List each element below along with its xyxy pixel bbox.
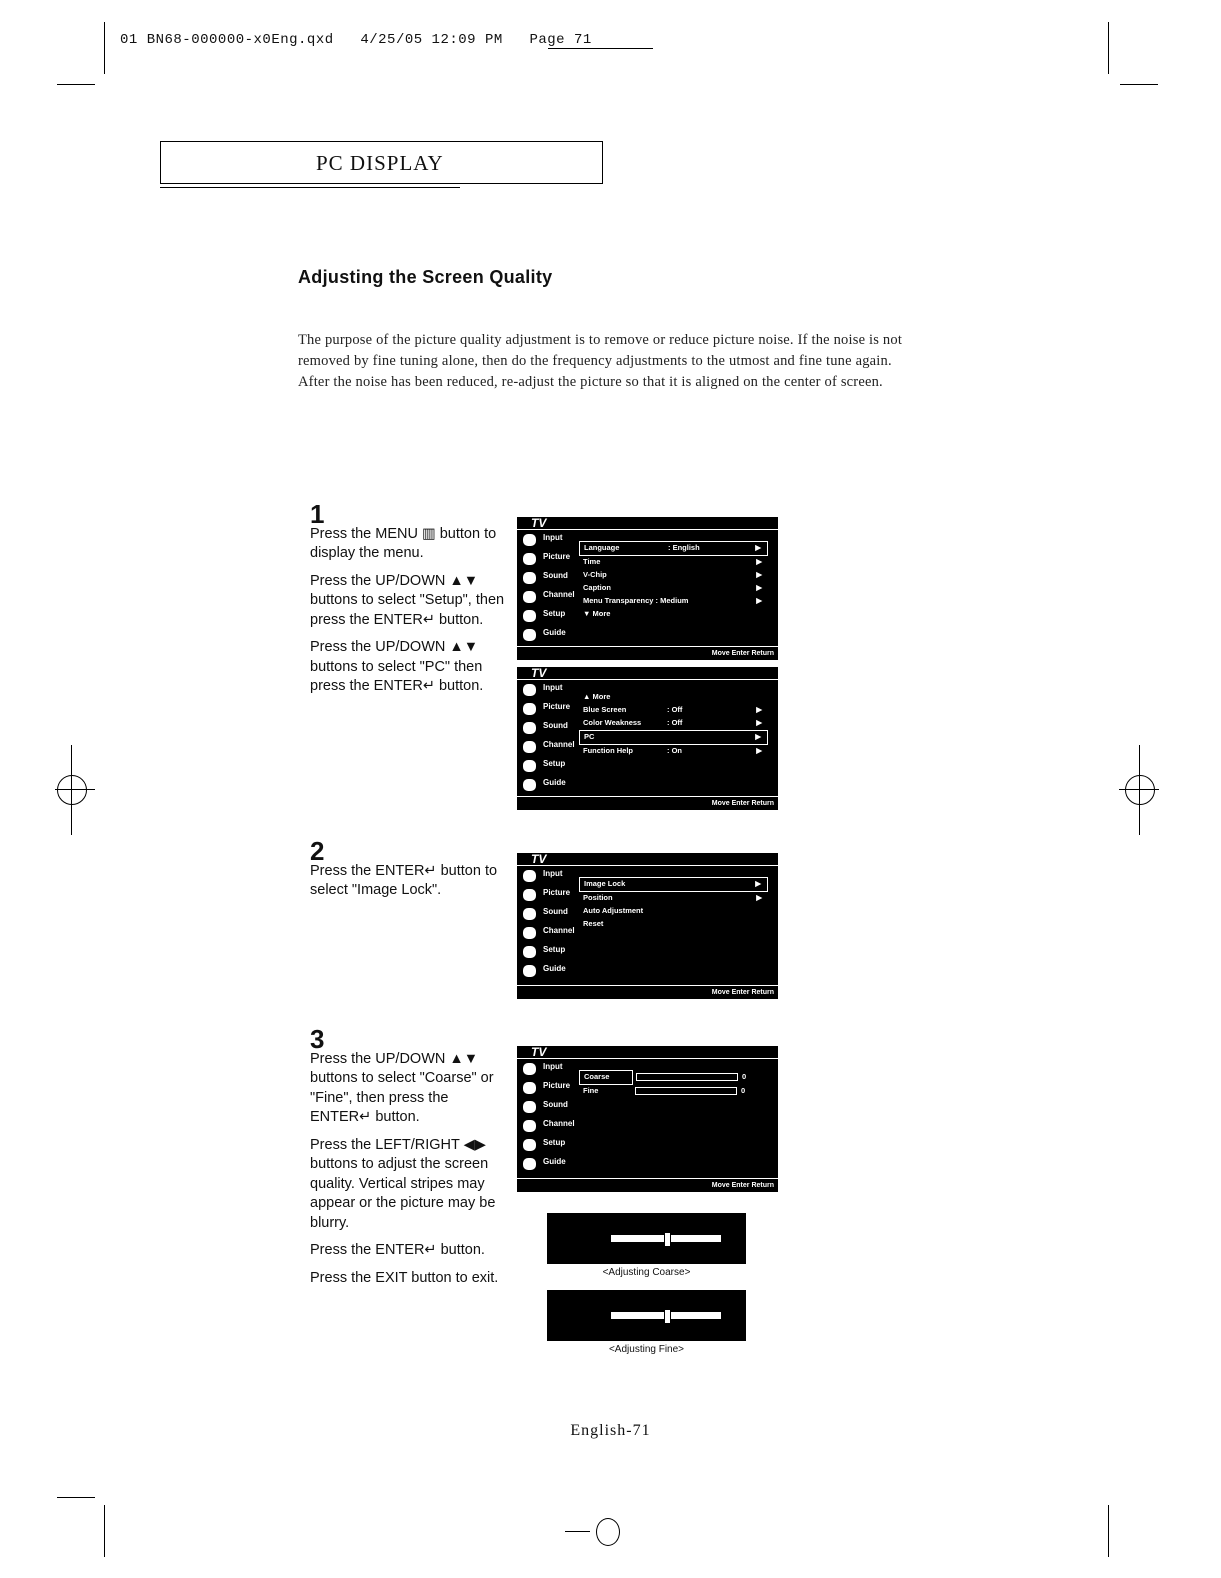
step-text: Press the ENTER↵ button. — [310, 1242, 485, 1258]
tv-menu-screen — [517, 853, 778, 999]
nav-item-sound: Sound — [521, 571, 573, 590]
arrow-right-icon: ▶ — [756, 893, 762, 902]
caption: <Adjusting Fine> — [608, 1344, 685, 1355]
page-number: English-71 — [570, 1422, 651, 1439]
step-text: Press the EXIT button to exit. — [310, 1269, 499, 1286]
coarse-slider — [611, 1235, 721, 1242]
menu-nav — [521, 683, 573, 797]
menu-item-label: Position — [583, 893, 613, 902]
adjust-coarse-screen — [547, 1213, 746, 1264]
menu-footer-hint: Move Enter Return — [517, 1178, 778, 1192]
menu-item — [579, 892, 768, 905]
nav-item-setup: Setup — [521, 609, 573, 628]
step-number: 1 — [310, 499, 325, 529]
nav-item-channel: Channel — [521, 590, 573, 609]
menu-item-value: 0 — [741, 1086, 746, 1095]
menu-item-label: Image Lock — [584, 879, 626, 888]
menu-item-label: ▼ More — [583, 609, 611, 618]
nav-item-sound: Sound — [521, 907, 573, 926]
step-text: Press the UP/DOWN ▲▼ buttons to select "Setup", then press the ENTER↵ button. — [310, 572, 505, 628]
arrow-right-icon: ▶ — [756, 705, 762, 714]
menu-footer-hint: Move Enter Return — [517, 985, 778, 999]
menu-item — [579, 1085, 746, 1098]
menu-item — [579, 608, 768, 621]
crop-mark — [57, 84, 95, 85]
crop-mark — [1108, 22, 1109, 74]
menu-item — [579, 905, 768, 918]
step-1 — [310, 499, 510, 705]
arrow-right-icon: ▶ — [756, 570, 762, 579]
menu-nav — [521, 1062, 573, 1176]
section-title: PC DISPLAY — [316, 151, 444, 175]
step-3 — [310, 1024, 510, 1296]
arrow-right-icon: ▶ — [755, 732, 761, 741]
menu-items — [579, 877, 768, 931]
tv-logo: TV — [531, 852, 547, 866]
menu-item — [579, 877, 768, 892]
tv-logo: TV — [531, 1045, 547, 1059]
nav-item-sound: Sound — [521, 721, 573, 740]
step-number: 3 — [310, 1024, 325, 1054]
nav-item-guide: Guide — [521, 628, 573, 647]
tv-logo: TV — [531, 666, 547, 680]
menu-title-bar — [517, 666, 778, 680]
section-title-box — [160, 141, 603, 184]
print-header: 01 BN68-000000-x0Eng.qxd 4/25/05 12:09 PM Page 71 — [120, 32, 592, 48]
crop-mark — [104, 22, 105, 74]
menu-item — [579, 595, 768, 608]
menu-item — [579, 569, 768, 582]
crop-mark — [1120, 84, 1158, 85]
menu-item-label: Fine — [583, 1086, 599, 1095]
nav-item-guide: Guide — [521, 964, 573, 983]
menu-item-label: Reset — [583, 919, 604, 928]
menu-item — [579, 730, 768, 745]
intro-paragraph: The purpose of the picture quality adjustment is to remove or reduce picture noise. If the noise is not removed by fine tuning alone, then do the frequency adjustments to the utmost and fine tune again. After the noise has been reduced, re-adjust the picture so that it is aligned on the center of screen. — [298, 332, 903, 390]
nav-item-picture: Picture — [521, 702, 573, 721]
menu-item — [579, 582, 768, 595]
nav-item-channel: Channel — [521, 740, 573, 759]
menu-title-bar — [517, 1045, 778, 1059]
menu-item-value: : Off — [667, 705, 683, 714]
adjust-bar — [636, 1073, 738, 1081]
menu-item-label: Coarse — [584, 1072, 610, 1081]
caption: <Adjusting Coarse> — [602, 1267, 691, 1278]
tv-menu-screen — [517, 1046, 778, 1192]
nav-item-channel: Channel — [521, 926, 573, 945]
registration-mark-icon — [1139, 745, 1140, 835]
step-text: Press the MENU ▥ button to display the menu. — [310, 525, 497, 561]
arrow-right-icon: ▶ — [756, 583, 762, 592]
adjust-fine-screen — [547, 1290, 746, 1341]
nav-item-input: Input — [521, 1062, 573, 1081]
tv-logo: TV — [531, 516, 547, 530]
step-2 — [310, 836, 510, 909]
step-text: Press the ENTER↵ button to select "Image Lock". — [310, 862, 498, 898]
registration-mark-icon — [57, 775, 87, 805]
divider — [160, 187, 460, 188]
nav-item-picture: Picture — [521, 552, 573, 571]
menu-item-label: Function Help — [583, 746, 633, 755]
menu-item-label: Auto Adjustment — [583, 906, 644, 915]
step-text: Press the UP/DOWN ▲▼ buttons to select "PC" then press the ENTER↵ button. — [310, 639, 484, 694]
nav-item-setup: Setup — [521, 1138, 573, 1157]
crop-mark — [1108, 1505, 1109, 1557]
crop-mark — [104, 1505, 105, 1557]
slider-knob — [664, 1232, 671, 1247]
arrow-right-icon: ▶ — [756, 718, 762, 727]
menu-item-label: PC — [584, 732, 595, 741]
arrow-right-icon: ▶ — [755, 879, 761, 888]
menu-footer-hint: Move Enter Return — [517, 796, 778, 810]
menu-item — [579, 1070, 747, 1085]
menu-item-label: Menu Transparency : Medium — [583, 596, 689, 605]
nav-item-input: Input — [521, 869, 573, 888]
nav-item-picture: Picture — [521, 888, 573, 907]
menu-item-label: Caption — [583, 583, 611, 592]
nav-item-guide: Guide — [521, 1157, 573, 1176]
menu-item-value: : On — [667, 746, 682, 755]
nav-item-input: Input — [521, 533, 573, 552]
menu-item-label: Blue Screen — [583, 705, 627, 714]
nav-item-setup: Setup — [521, 945, 573, 964]
registration-mark-icon — [1119, 789, 1159, 790]
arrow-right-icon: ▶ — [756, 557, 762, 566]
menu-items — [579, 1070, 768, 1098]
menu-title-bar — [517, 852, 778, 866]
arrow-right-icon: ▶ — [756, 746, 762, 755]
menu-title-bar — [517, 516, 778, 530]
menu-item — [579, 541, 768, 556]
menu-item-label: Language — [584, 543, 620, 552]
menu-item-label: Time — [583, 557, 601, 566]
nav-item-setup: Setup — [521, 759, 573, 778]
tv-menu-screen — [517, 667, 778, 810]
step-number: 2 — [310, 836, 325, 866]
registration-mark-icon — [71, 745, 72, 835]
menu-item-label: Color Weakness — [583, 718, 642, 727]
nav-item-input: Input — [521, 683, 573, 702]
menu-item — [579, 556, 768, 569]
registration-mark-icon — [596, 1518, 620, 1546]
menu-nav — [521, 533, 573, 647]
tv-menu-screen — [517, 517, 778, 660]
menu-items — [579, 541, 768, 621]
menu-item — [579, 717, 768, 730]
registration-mark-icon — [55, 789, 95, 790]
adjust-bar — [635, 1087, 737, 1095]
fine-slider — [611, 1312, 721, 1319]
crop-mark — [57, 1497, 95, 1498]
page-heading: Adjusting the Screen Quality — [298, 267, 553, 287]
menu-item-value: : English — [668, 543, 700, 552]
menu-item — [579, 691, 768, 704]
menu-item-label: V-Chip — [583, 570, 607, 579]
divider — [548, 48, 653, 49]
menu-item-label: ▲ More — [583, 692, 611, 701]
arrow-right-icon: ▶ — [756, 596, 762, 605]
menu-item — [579, 918, 768, 931]
registration-mark-icon — [565, 1531, 590, 1532]
registration-mark-icon — [1125, 775, 1155, 805]
nav-item-sound: Sound — [521, 1100, 573, 1119]
menu-nav — [521, 869, 573, 983]
nav-item-channel: Channel — [521, 1119, 573, 1138]
menu-item — [579, 704, 768, 717]
slider-knob — [664, 1309, 671, 1324]
arrow-right-icon: ▶ — [755, 543, 761, 552]
menu-item — [579, 745, 768, 758]
menu-item-value: 0 — [742, 1072, 747, 1081]
menu-item-value: : Off — [667, 718, 683, 727]
nav-item-picture: Picture — [521, 1081, 573, 1100]
menu-items — [579, 691, 768, 758]
nav-item-guide: Guide — [521, 778, 573, 797]
step-text: Press the LEFT/RIGHT ◀▶ buttons to adjust the screen quality. Vertical stripes may appear or the picture may be blurry. — [310, 1136, 496, 1231]
menu-footer-hint: Move Enter Return — [517, 646, 778, 660]
step-text: Press the UP/DOWN ▲▼ buttons to select "Coarse" or "Fine", then press the ENTER↵ button. — [310, 1050, 494, 1125]
